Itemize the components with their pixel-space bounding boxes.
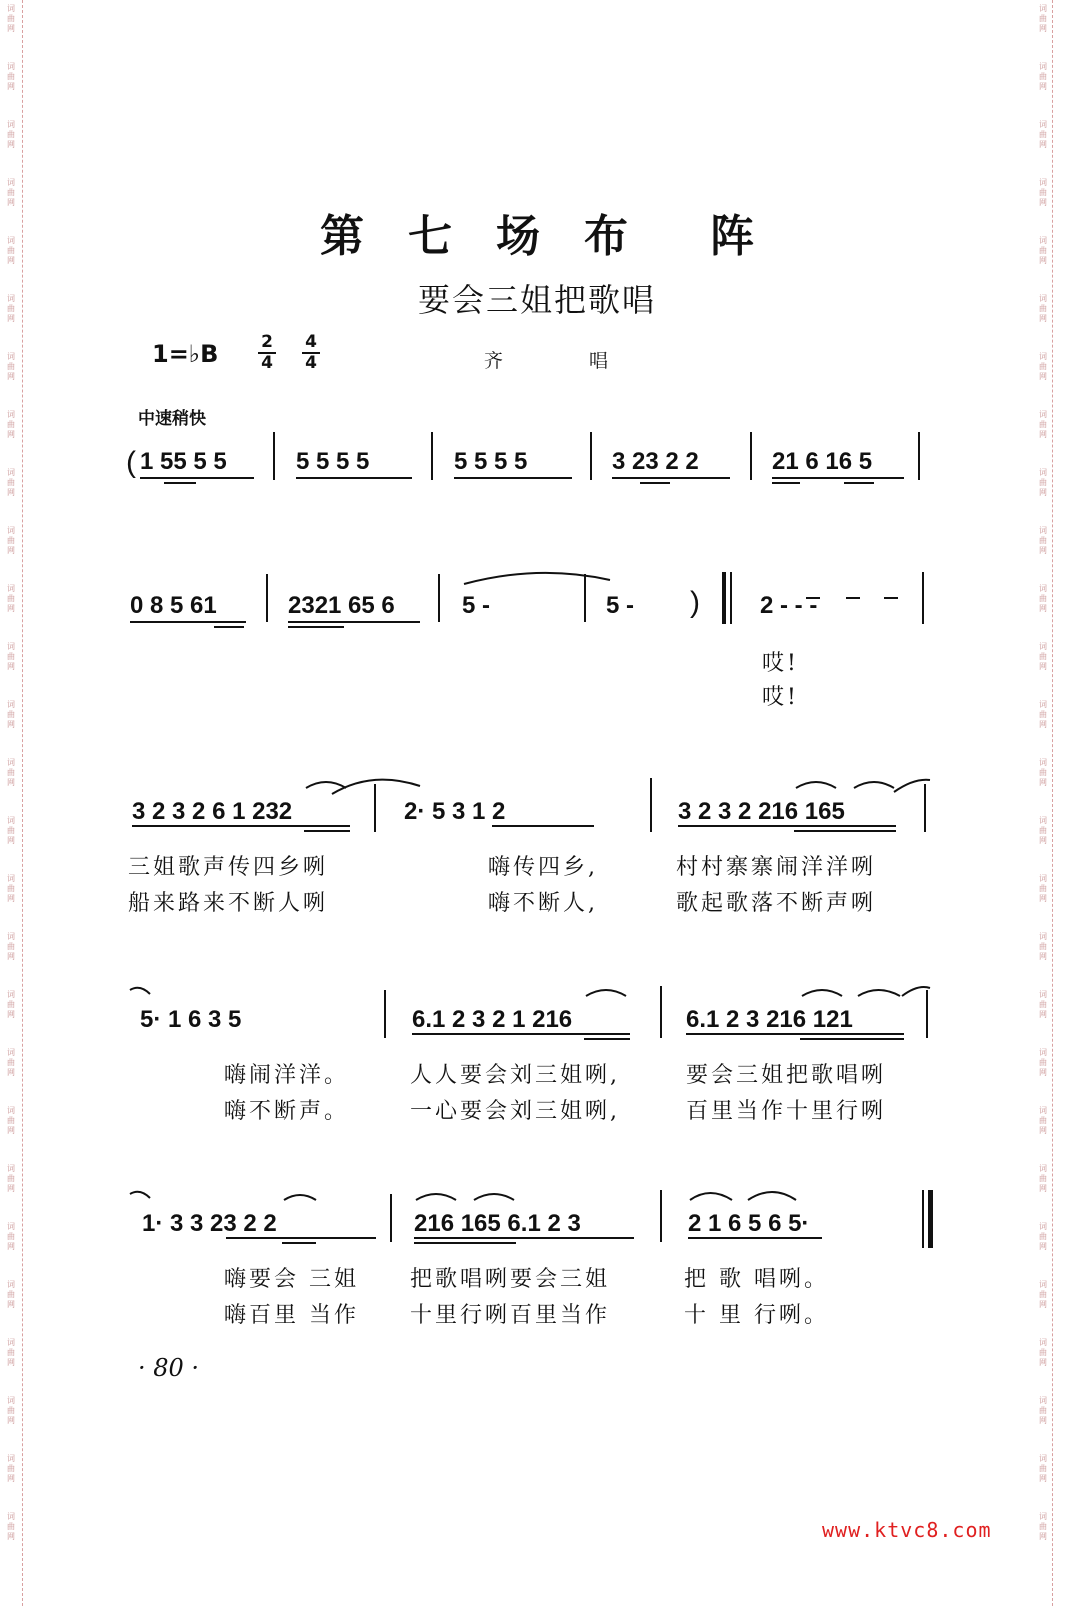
end-repeat-barline (922, 1190, 924, 1248)
barline (660, 986, 662, 1038)
time-top: 2 (261, 332, 273, 352)
watermark-stamp: 词曲网 (7, 700, 15, 729)
watermark-stamp: 词曲网 (1039, 990, 1047, 1019)
barline (660, 1190, 662, 1242)
barline (926, 990, 928, 1038)
watermark-stamp: 词曲网 (7, 294, 15, 323)
lyric-line-1: 要会三姐把歌唱咧 (686, 1063, 887, 1088)
lyric-line-2: 十 里 行咧。 (684, 1303, 829, 1328)
watermark-stamp: 词曲网 (7, 62, 15, 91)
title-char: 七 (408, 211, 452, 262)
watermark-stamp: 词曲网 (7, 584, 15, 613)
watermark-stamp: 词曲网 (1039, 236, 1047, 265)
barline (922, 572, 924, 624)
watermark-stamp: 词曲网 (1039, 120, 1047, 149)
watermark-stamp: 词曲网 (7, 990, 15, 1019)
measure: 0 8 5 61 (130, 592, 217, 619)
measure: 6.1 2 3 216 121 (686, 1006, 853, 1033)
measure: 5 5 5 5 (454, 448, 528, 475)
site-watermark: www.ktvc8.com (822, 1518, 992, 1542)
watermark-stamp: 词曲网 (1039, 700, 1047, 729)
watermark-stamp: 词曲网 (1039, 4, 1047, 33)
lyric-line-2: 一心要会刘三姐咧, (410, 1099, 620, 1124)
barline (750, 432, 752, 480)
measure: 2 - - - (760, 592, 818, 619)
title-char: 第 (320, 211, 364, 262)
barline (266, 574, 268, 622)
watermark-stamp: 词曲网 (7, 932, 15, 961)
lyric-line-2: 船来路来不断人咧 (128, 891, 329, 916)
time-signature-4-4 (302, 334, 320, 372)
watermark-stamp: 词曲网 (1039, 526, 1047, 555)
watermark-stamp: 词曲网 (7, 1164, 15, 1193)
time-top: 4 (305, 332, 317, 352)
watermark-stamp: 词曲网 (1039, 1106, 1047, 1135)
title-char: 阵 (710, 211, 754, 262)
watermark-stamp: 词曲网 (1039, 874, 1047, 903)
watermark-stamp: 词曲网 (1039, 294, 1047, 323)
barline (374, 784, 376, 832)
watermark-stamp: 词曲网 (1039, 584, 1047, 613)
measure: 216 165 6.1 2 3 (414, 1210, 581, 1237)
watermark-stamp: 词曲网 (1039, 816, 1047, 845)
barline (590, 432, 592, 480)
time-bottom: 4 (261, 353, 273, 373)
key-signature: 1=♭B (152, 340, 219, 368)
measure: 5 - (462, 592, 491, 619)
lyric-line-2: 嗨不断人, (488, 891, 598, 916)
repeat-close-paren: ) (690, 586, 700, 619)
lyric-line-2: 十里行咧百里当作 (410, 1303, 611, 1328)
barline (918, 432, 920, 480)
watermark-stamp: 词曲网 (7, 758, 15, 787)
measure: 3 2 3 2 216 165 (678, 798, 845, 825)
barline (390, 1194, 392, 1242)
measure: 2· 5 3 1 2 (404, 798, 506, 825)
watermark-stamp: 词曲网 (7, 526, 15, 555)
lyric-line-1: 村村寨寨闹洋洋咧 (676, 855, 877, 880)
measure: 1 55 5 5 (140, 448, 227, 475)
watermark-stamp: 词曲网 (1039, 1048, 1047, 1077)
repeat-barline (722, 572, 726, 624)
barline (650, 778, 652, 832)
watermark-stamp: 词曲网 (1039, 642, 1047, 671)
measure: 21 6 16 5 (772, 448, 873, 475)
watermark-stamp: 词曲网 (1039, 1512, 1047, 1541)
watermark-stamp: 词曲网 (7, 1106, 15, 1135)
watermark-stamp: 词曲网 (7, 352, 15, 381)
barline (384, 990, 386, 1038)
lyric-line-2: 百里当作十里行咧 (686, 1099, 887, 1124)
watermark-stamp: 词曲网 (7, 1338, 15, 1367)
watermark-stamp: 词曲网 (7, 4, 15, 33)
time-signature-2-4 (258, 334, 276, 372)
barline (924, 784, 926, 832)
watermark-stamp: 词曲网 (7, 1512, 15, 1541)
interjection: 哎! (762, 651, 799, 676)
lyric-line-2: 歌起歌落不断声咧 (676, 891, 877, 916)
watermark-stamp: 词曲网 (1039, 468, 1047, 497)
lyric-line-1: 嗨闹洋洋。 (224, 1063, 350, 1088)
watermark-stamp: 词曲网 (7, 410, 15, 439)
repeat-barline (730, 572, 732, 624)
measure: 2 1 6 5 6 5· (688, 1210, 810, 1237)
watermark-stamp: 词曲网 (1039, 1280, 1047, 1309)
watermark-stamp: 词曲网 (7, 236, 15, 265)
title-char: 场 (496, 211, 540, 262)
watermark-stamp: 词曲网 (7, 816, 15, 845)
measure: 3 23 2 2 (612, 448, 699, 475)
time-bottom: 4 (305, 353, 317, 373)
watermark-stamp: 词曲网 (7, 178, 15, 207)
watermark-stamp: 词曲网 (1039, 1222, 1047, 1251)
watermark-stamp: 词曲网 (1039, 1396, 1047, 1425)
lyric-line-1: 人人要会刘三姐咧, (410, 1063, 620, 1088)
watermark-stamp: 词曲网 (7, 1454, 15, 1483)
title-char: 布 (584, 211, 628, 262)
watermark-stamp: 词曲网 (7, 1396, 15, 1425)
watermark-stamp: 词曲网 (1039, 352, 1047, 381)
barline (584, 574, 586, 622)
watermark-stamp: 词曲网 (1039, 410, 1047, 439)
watermark-stamp: 词曲网 (1039, 932, 1047, 961)
lyric-line-2: 嗨百里 当作 (224, 1303, 359, 1328)
watermark-stamp: 词曲网 (1039, 1164, 1047, 1193)
lyric-line-1: 三姐歌声传四乡咧 (128, 855, 329, 880)
lyric-line-2: 嗨不断声。 (224, 1099, 350, 1124)
repeat-open-paren: ( (126, 446, 136, 479)
measure: 2321 65 6 (288, 592, 395, 619)
measure: 6.1 2 3 2 1 216 (412, 1006, 573, 1033)
page-number: · 80 · (138, 1354, 200, 1382)
watermark-stamp: 词曲网 (1039, 178, 1047, 207)
measure: 5 - (606, 592, 635, 619)
barline (431, 432, 433, 480)
measure: 3 2 3 2 6 1 232 (132, 798, 293, 825)
lyric-line-1: 把 歌 唱咧。 (684, 1267, 829, 1292)
watermark-stamp: 词曲网 (7, 120, 15, 149)
watermark-stamp: 词曲网 (1039, 1454, 1047, 1483)
measure: 5 5 5 5 (296, 448, 370, 475)
watermark-stamp: 词曲网 (7, 1280, 15, 1309)
lyric-line-1: 嗨要会 三姐 (224, 1267, 359, 1292)
watermark-stamp: 词曲网 (7, 642, 15, 671)
barline (438, 574, 440, 622)
watermark-stamp: 词曲网 (7, 1048, 15, 1077)
page-title (0, 200, 1074, 264)
barline (273, 432, 275, 480)
watermark-stamp: 词曲网 (1039, 758, 1047, 787)
song-title: 要会三姐把歌唱 (417, 281, 656, 319)
tempo-marking: 中速稍快 (138, 409, 206, 429)
watermark-stamp: 词曲网 (1039, 1338, 1047, 1367)
watermark-stamp: 词曲网 (1039, 62, 1047, 91)
lyric-line-1: 把歌唱咧要会三姐 (410, 1267, 611, 1292)
lyric-line-1: 嗨传四乡, (488, 855, 598, 880)
watermark-stamp: 词曲网 (7, 468, 15, 497)
watermark-stamp: 词曲网 (7, 874, 15, 903)
end-repeat-barline (928, 1190, 933, 1248)
interjection: 哎! (762, 685, 799, 710)
measure: 1· 3 3 23 2 2 (142, 1210, 277, 1237)
performance-mode: 齐 唱 (484, 350, 649, 372)
measure: 5· 1 6 3 5 (140, 1006, 242, 1033)
watermark-stamp: 词曲网 (7, 1222, 15, 1251)
